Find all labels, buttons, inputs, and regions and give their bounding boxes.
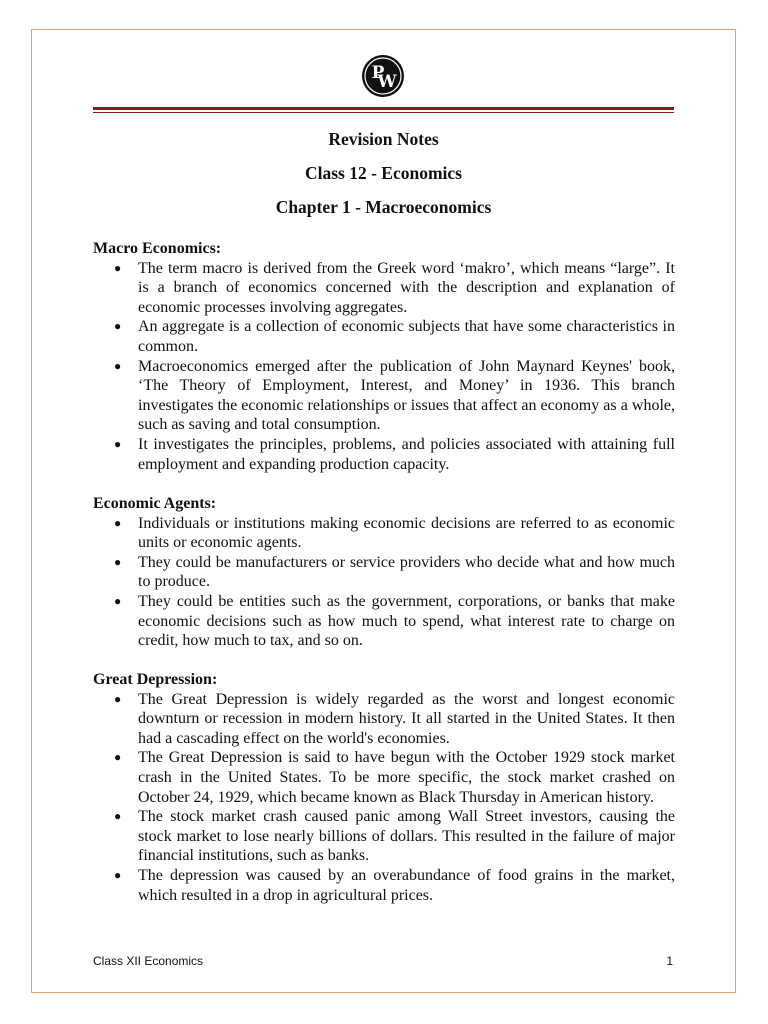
list-item-text: They could be entities such as the government, corporations, or banks that make economic decisions such as how much to spend, what interest rate to charge on credit, how much to tax, and so on. xyxy=(138,592,675,650)
list-item-text: Macroeconomics emerged after the publication of John Maynard Keynes' book, ‘The Theory of Employment, Interest, and Money’ in 1936. This branch investigates the economic relationships or issues that affect an economy as a whole, such as saving and total consumption. xyxy=(138,357,675,434)
list-item xyxy=(93,317,675,356)
bullet-list xyxy=(93,259,675,475)
bullet-icon: ● xyxy=(114,691,122,706)
list-item xyxy=(93,357,675,435)
list-item-text: The stock market crash caused panic among Wall Street investors, causing the stock market to lose nearly billions of dollars. This resulted in the failure of major financial institutions, such as banks. xyxy=(138,808,675,865)
bullet-list xyxy=(93,690,675,906)
class-title: Class 12 - Economics xyxy=(304,163,462,183)
header-rule-thin xyxy=(93,112,674,113)
list-item-text: The depression was caused by an overabundance of food grains in the market, which resulted in a drop in agricultural prices. xyxy=(138,866,675,904)
svg-text:W: W xyxy=(377,72,397,92)
bullet-icon: ● xyxy=(114,750,122,765)
svg-text:P: P xyxy=(371,63,385,83)
bullet-icon: ● xyxy=(114,593,122,608)
list-item xyxy=(93,748,675,807)
header-rule xyxy=(93,107,674,110)
list-item-text: The Great Depression is widely regarded as the worst and longest economic downturn or recession in modern history. It all started in the United States. It then had a cascading effect on the world's economies. xyxy=(138,690,675,747)
list-item xyxy=(93,592,675,651)
section-economic-agents xyxy=(93,494,675,651)
section-macro-economics xyxy=(93,239,675,474)
list-item xyxy=(93,259,675,318)
list-item-text: They could be manufacturers or service providers who decide what and how much to produce. xyxy=(138,553,675,591)
list-item xyxy=(93,435,675,474)
bullet-icon: ● xyxy=(114,515,122,530)
list-item-text: An aggregate is a collection of economic subjects that have some characteristics in common. xyxy=(138,318,675,355)
page-title: Revision Notes xyxy=(328,129,439,149)
list-item-text: Individuals or institutions making economic decisions are referred to as economic units or economic agents. xyxy=(138,514,675,552)
section-heading: Macro Economics: xyxy=(93,240,222,257)
chapter-title: Chapter 1 - Macroeconomics xyxy=(275,197,492,217)
list-item xyxy=(93,807,675,866)
list-item xyxy=(93,690,675,749)
bullet-icon: ● xyxy=(114,260,122,275)
bullet-icon: ● xyxy=(114,554,122,569)
footer-page-number: 1 xyxy=(666,954,673,968)
list-item-text: It investigates the principles, problems, and policies associated with attaining full employment and expanding production capacity. xyxy=(138,435,675,473)
footer-course-label: Class XII Economics xyxy=(93,954,204,968)
list-item-text: The Great Depression is said to have begun with the October 1929 stock market crash in the United States. To be more specific, the stock market crashed on October 24, 1929, which became known as Black Thursday in American history. xyxy=(138,749,675,806)
list-item xyxy=(93,866,675,905)
bullet-icon: ● xyxy=(114,867,122,882)
section-heading: Great Depression: xyxy=(93,671,218,688)
bullet-list xyxy=(93,514,675,651)
section-heading: Economic Agents: xyxy=(93,495,217,512)
bullet-icon: ● xyxy=(114,358,122,373)
pw-logo-icon xyxy=(361,54,405,98)
bullet-icon: ● xyxy=(114,436,122,451)
bullet-icon: ● xyxy=(114,319,122,334)
list-item xyxy=(93,514,675,553)
list-item xyxy=(93,553,675,592)
list-item-text: The term macro is derived from the Greek word ‘makro’, which means “large”. It is a branch of economics concerned with the description and explanation of economic processes involving aggregates. xyxy=(138,259,675,316)
bullet-icon: ● xyxy=(114,809,122,824)
section-great-depression xyxy=(93,670,675,905)
